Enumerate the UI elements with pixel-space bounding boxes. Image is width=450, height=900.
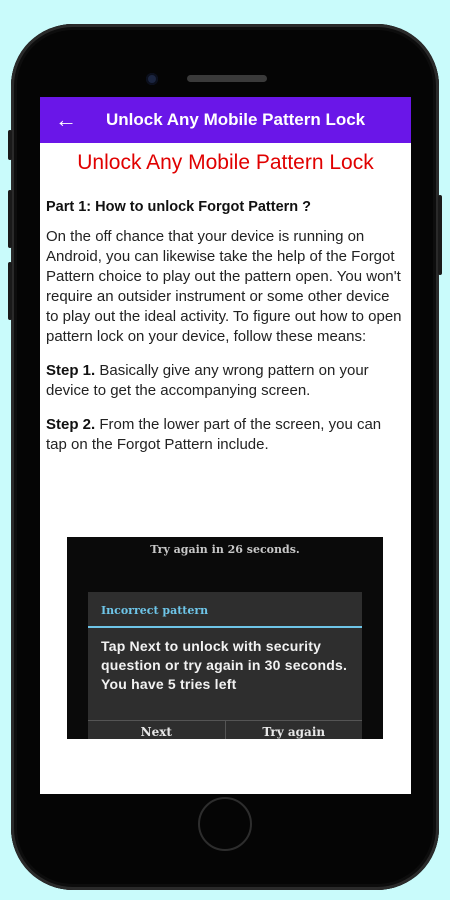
- app-bar-title: Unlock Any Mobile Pattern Lock: [106, 110, 366, 129]
- intro-paragraph: On the off chance that your device is running on Android, you can likewise take the help of the Forgot Pattern choice to play out the pattern open. You won't require an outsider instrument or some other device to play out the ideal activity. To figure out how to open pattern lock on your device, follow these means:: [46, 228, 402, 345]
- step-1-label: Step 1.: [46, 362, 96, 379]
- step-2-text: From the lower part of the screen, you can tap on the Forgot Pattern include.: [46, 416, 382, 453]
- dialog-title: Incorrect pattern: [88, 592, 362, 628]
- app-screen: [40, 97, 411, 794]
- step-1-text: Basically give any wrong pattern on your device to get the accompanying screen.: [46, 362, 369, 399]
- phone-side-button: [8, 130, 12, 160]
- next-button: Next: [140, 725, 172, 739]
- phone-volume-up-button: [8, 190, 12, 248]
- article-content: [40, 151, 411, 455]
- step-2-paragraph: [46, 415, 405, 455]
- try-again-button: Try again: [225, 721, 363, 739]
- arrow-left-icon: ←: [55, 107, 77, 132]
- back-button[interactable]: [40, 97, 92, 143]
- step-2-label: Step 2.: [46, 416, 96, 433]
- earpiece-speaker: [187, 75, 267, 82]
- home-button[interactable]: [198, 797, 252, 851]
- dialog-message: Tap Next to unlock with security question or try again in 30 seconds. You have 5 tries left: [101, 638, 348, 692]
- phone-volume-down-button: [8, 262, 12, 320]
- section-title: Part 1: How to unlock Forgot Pattern ?: [46, 199, 312, 215]
- page-title: Unlock Any Mobile Pattern Lock: [77, 151, 374, 174]
- phone-power-button: [438, 195, 442, 275]
- front-camera: [146, 73, 158, 85]
- step-1-paragraph: [46, 361, 405, 401]
- retry-timer-text: Try again in 26 seconds.: [150, 543, 300, 556]
- dialog-buttons: [88, 720, 362, 739]
- embedded-screenshot: [67, 537, 383, 739]
- incorrect-pattern-dialog: [88, 592, 362, 739]
- app-bar: [40, 97, 411, 143]
